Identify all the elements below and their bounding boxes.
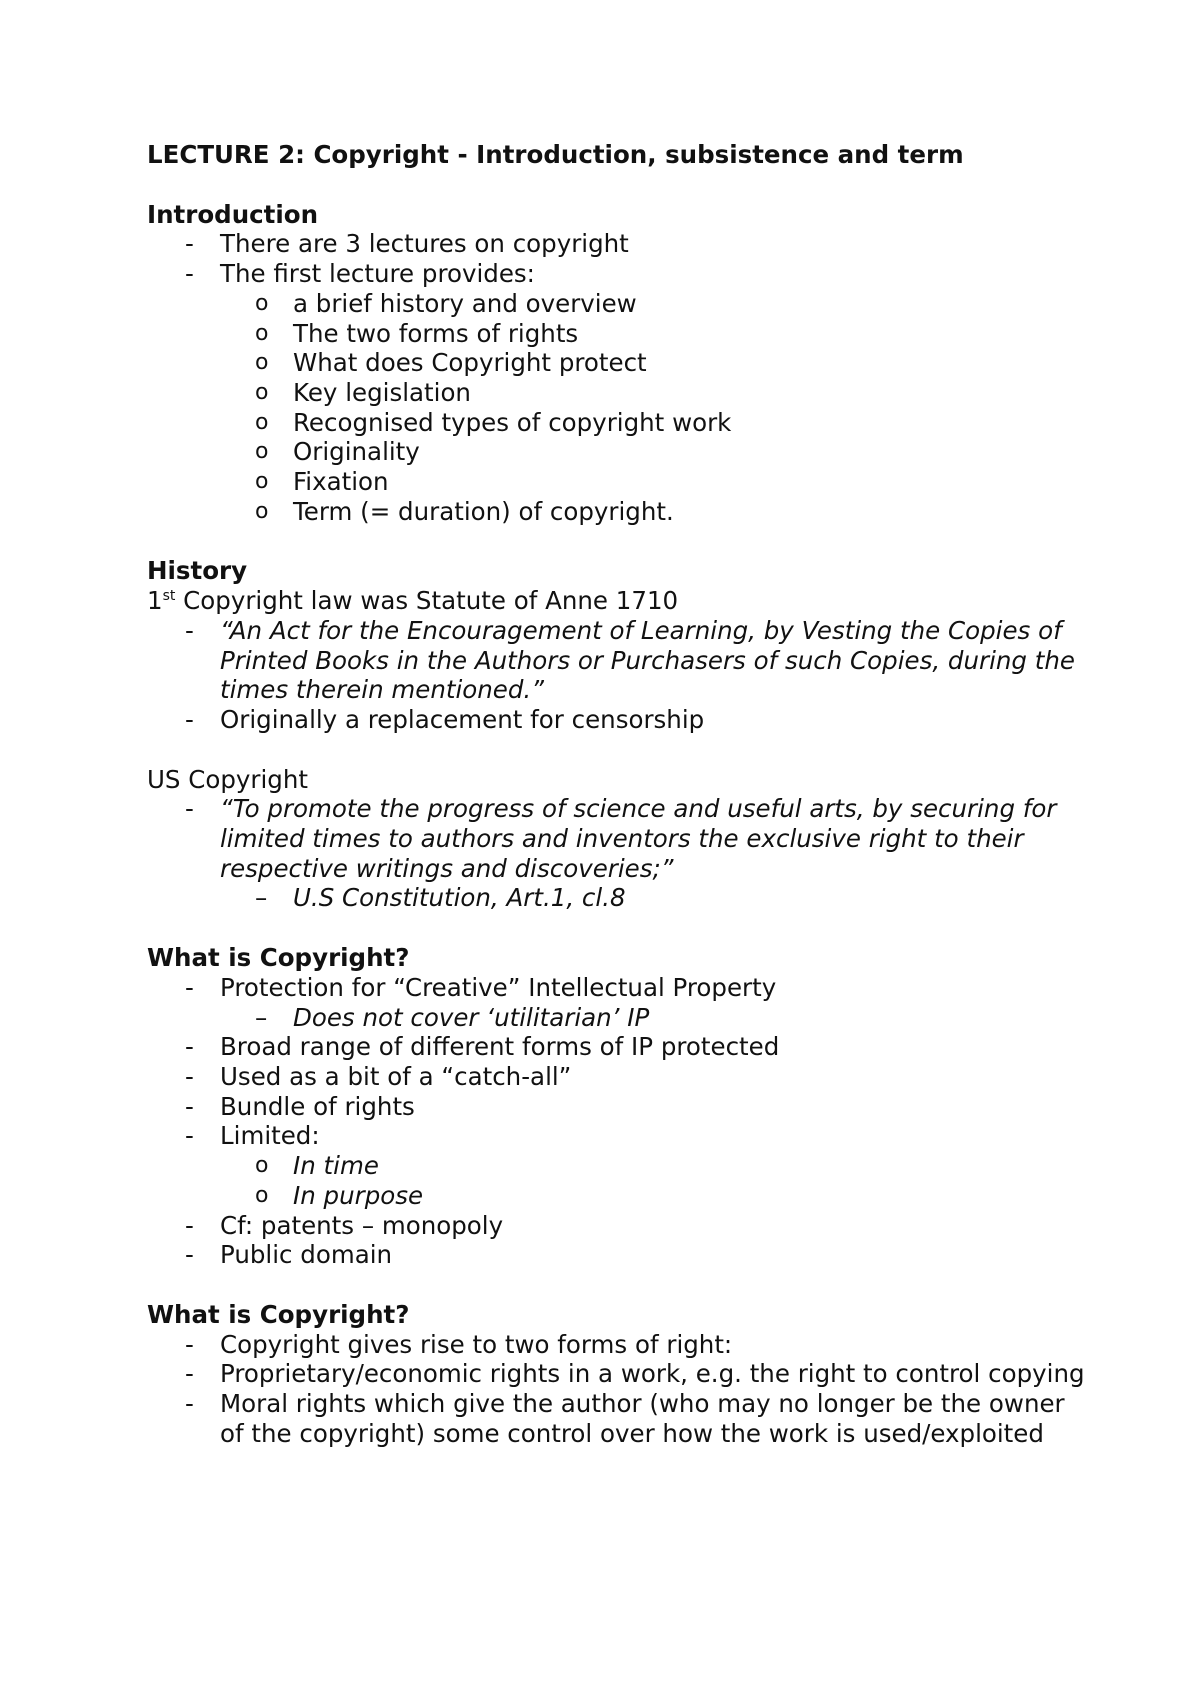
section-introduction (147, 200, 1087, 527)
sub-list-item: o a brief history and overview (255, 288, 637, 318)
list-item: - There are 3 lectures on copyright (185, 229, 629, 259)
list-item: - Cf: patents – monopoly (185, 1210, 504, 1240)
what1-list (147, 973, 1087, 1270)
list-item: - Used as a bit of a “catch-all” (185, 1061, 572, 1091)
section-heading: What is Copyright? (147, 943, 410, 973)
section-history (147, 556, 1087, 734)
section-heading: US Copyright (147, 764, 308, 794)
sub-list-item: o Originality (255, 437, 420, 467)
list-item: - Bundle of rights (185, 1091, 415, 1121)
sub-list-item: – U.S Constitution, Art.1, cl.8 (255, 883, 626, 913)
list-item: - “An Act for the Encouragement of Learning, by Vesting the Copies of Printed Books in the Authors or Purchasers of such Copies, during the times therein mentioned.” (185, 615, 1075, 705)
sub-list-item: o Recognised types of copyright work (255, 407, 732, 437)
list-item: - Originally a replacement for censorship (185, 704, 705, 734)
sub-list-item: o What does Copyright protect (255, 348, 647, 378)
history-list (147, 616, 1087, 735)
us-list (147, 794, 1087, 913)
history-first-line: 1st Copyright law was Statute of Anne 1710 (147, 586, 679, 616)
list-item: - Protection for “Creative” Intellectual Property (185, 972, 777, 1002)
section-heading: History (147, 556, 248, 586)
section-what-is-copyright-2 (147, 1300, 1087, 1449)
section-heading: What is Copyright? (147, 1299, 410, 1329)
list-item: - Public domain (185, 1240, 393, 1270)
intro-list (147, 229, 1087, 526)
list-item: - Limited: (185, 1121, 320, 1151)
section-heading: Introduction (147, 199, 319, 229)
list-item: - Proprietary/economic rights in a work, e.g. the right to control copying (185, 1359, 1085, 1389)
section-us-copyright (147, 765, 1087, 914)
sub-list-item: o Fixation (255, 467, 389, 497)
list-item: - Moral rights which give the author (who may no longer be the owner of the copyright) some control over how the work is used/exploited (185, 1389, 1065, 1448)
sub-list-item: – Does not cover ‘utilitarian’ IP (255, 1002, 650, 1032)
sub-list-item: o In purpose (255, 1180, 424, 1210)
sub-list-item: o Term (= duration) of copyright. (255, 496, 674, 526)
list-item: - “To promote the progress of science and useful arts, by securing for limited times to authors and inventors the exclusive right to their respective writings and discoveries;” (185, 794, 1057, 883)
lecture-title: LECTURE 2: Copyright - Introduction, subsistence and term (147, 140, 964, 169)
what2-list (147, 1330, 1087, 1449)
sub-list-item: o In time (255, 1151, 379, 1181)
list-item: - Copyright gives rise to two forms of right: (185, 1329, 733, 1359)
section-what-is-copyright-1 (147, 943, 1087, 1270)
list-item: - The first lecture provides: (185, 259, 535, 289)
sub-list-item: o Key legislation (255, 377, 471, 407)
document-page (147, 140, 1087, 1448)
sub-list-item: o The two forms of rights (255, 318, 579, 348)
list-item: - Broad range of different forms of IP protected (185, 1032, 780, 1062)
